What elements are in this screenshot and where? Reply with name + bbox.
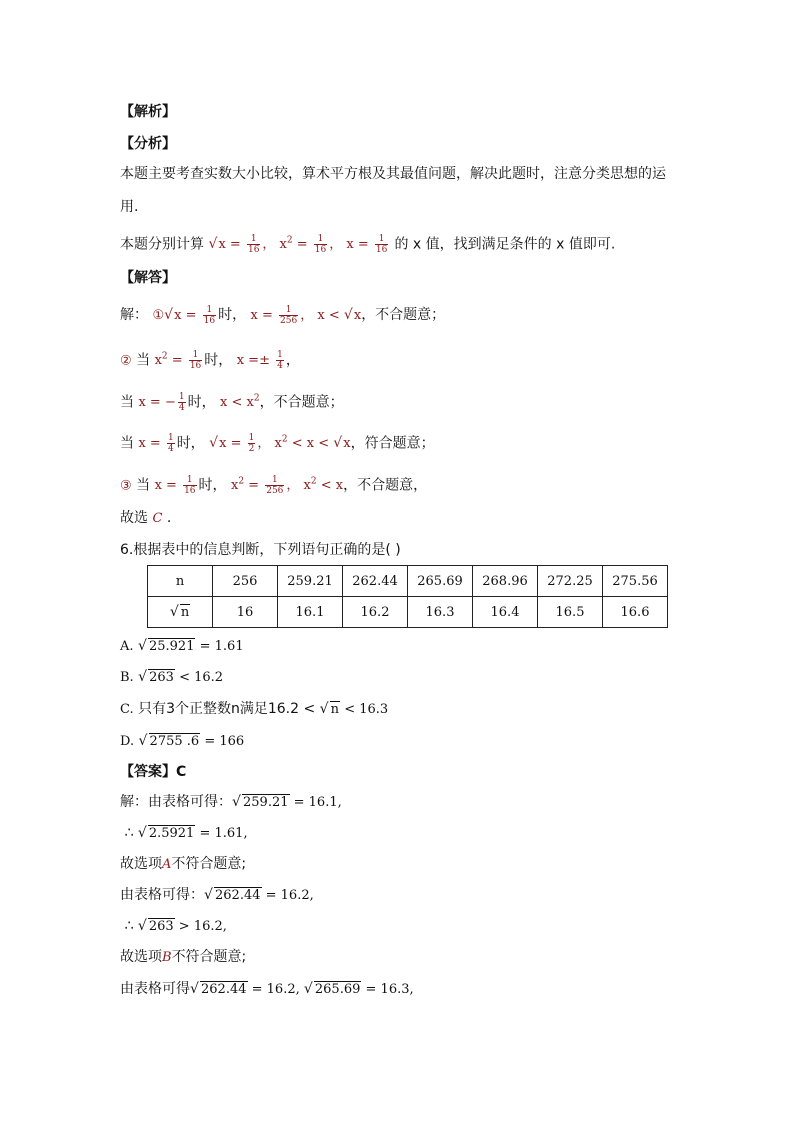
solution-line-5: ③ 当 x = $\frac{1}{16}$ 时， $x^2$ = $\frac{1}{256}$ ， $x^2 < x$，不合题意， (120, 475, 428, 497)
table-cell: 16.1 (278, 597, 343, 628)
table-cell: 16.6 (603, 597, 668, 628)
row-header: n (148, 566, 213, 597)
option-a: A. √ 25.921 = 1.61 (120, 636, 244, 657)
solution-line-1: 解： ①√ x = $\frac{1}{16}$ 时， x = $\frac{1}{256}$ ， x < √ x，不合题意； (120, 305, 445, 326)
table-cell: 256 (213, 566, 278, 597)
option-c: C. 只有3个正整数n满足16.2 < √ n < 16.3 (120, 699, 388, 720)
math-eqs: √ x = $\frac{1}{16}$ ， $x^2$ = $\frac{1}{16}$ ， x = $\frac{1}{16}$ (208, 237, 394, 252)
section-jieda: 【解答】 (120, 270, 176, 286)
table-cell: 16.3 (408, 597, 473, 628)
answer-letter: C (152, 511, 163, 526)
answer-label: 【答案】C (120, 764, 187, 780)
table-cell: 262.44 (343, 566, 408, 597)
analysis-line-3 (120, 231, 615, 255)
table-cell: 16.2 (343, 597, 408, 628)
analysis-suffix: 的 x 值，找到满足条件的 x 值即可. (394, 236, 616, 253)
answer-line-2: ∴ √ 2.5921 = 1.61, (120, 823, 248, 844)
solution-line-2: ② 当 $x^2$ = $\frac{1}{16}$ 时， x =± $\frac{1}{4}$ ， (120, 350, 300, 372)
question-6-stem: 6.根据表中的信息判断，下列语句正确的是( ) (120, 542, 401, 558)
answer-line-1: 解：由表格可得：√ 259.21 = 16.1, (120, 792, 342, 813)
table-cell: 16.5 (538, 597, 603, 628)
analysis-line-2: 用. (120, 199, 139, 215)
table-cell: 16.4 (473, 597, 538, 628)
section-fenxi: 【分析】 (120, 136, 176, 152)
table-cell: 265.69 (408, 566, 473, 597)
solution-conclusion: 故选 C . (120, 510, 172, 526)
table-cell: 16 (213, 597, 278, 628)
solution-line-3: 当 x = − $\frac{1}{4}$ 时， $x < x^2$，不合题意； (120, 392, 344, 414)
table-cell: 259.21 (278, 566, 343, 597)
table-cell: 275.56 (603, 566, 668, 597)
answer-line-7: 由表格可得√ 262.44 = 16.2, √ 265.69 = 16.3, (120, 979, 414, 1000)
row-header: √ n (148, 597, 213, 628)
analysis-line-1: 本题主要考查实数大小比较，算术平方根及其最值问题，解决此题时，注意分类思想的运 (120, 166, 666, 182)
section-jiexi: 【解析】 (120, 104, 176, 120)
answer-line-4: 由表格可得：√ 262.44 = 16.2, (120, 885, 314, 906)
answer-line-5: ∴ √ 263 > 16.2, (120, 916, 227, 937)
answer-line-3: 故选项A不符合题意; (120, 856, 247, 872)
table-row-n (148, 566, 668, 597)
table-cell: 268.96 (473, 566, 538, 597)
analysis-prefix: 本题分别计算 (120, 236, 204, 253)
table-row-sqrt-n (148, 597, 668, 628)
value-table (147, 565, 668, 628)
option-d: D. √ 2755 .6 = 166 (120, 731, 244, 752)
option-b: B. √ 263 < 16.2 (120, 667, 223, 688)
answer-line-6: 故选项B不符合题意; (120, 949, 247, 965)
table-cell: 272.25 (538, 566, 603, 597)
solution-line-4: 当 x = $\frac{1}{4}$ 时， √ x = $\frac{1}{2}$ ， $x^2 < x$ < √ x，符合题意； (120, 430, 435, 454)
